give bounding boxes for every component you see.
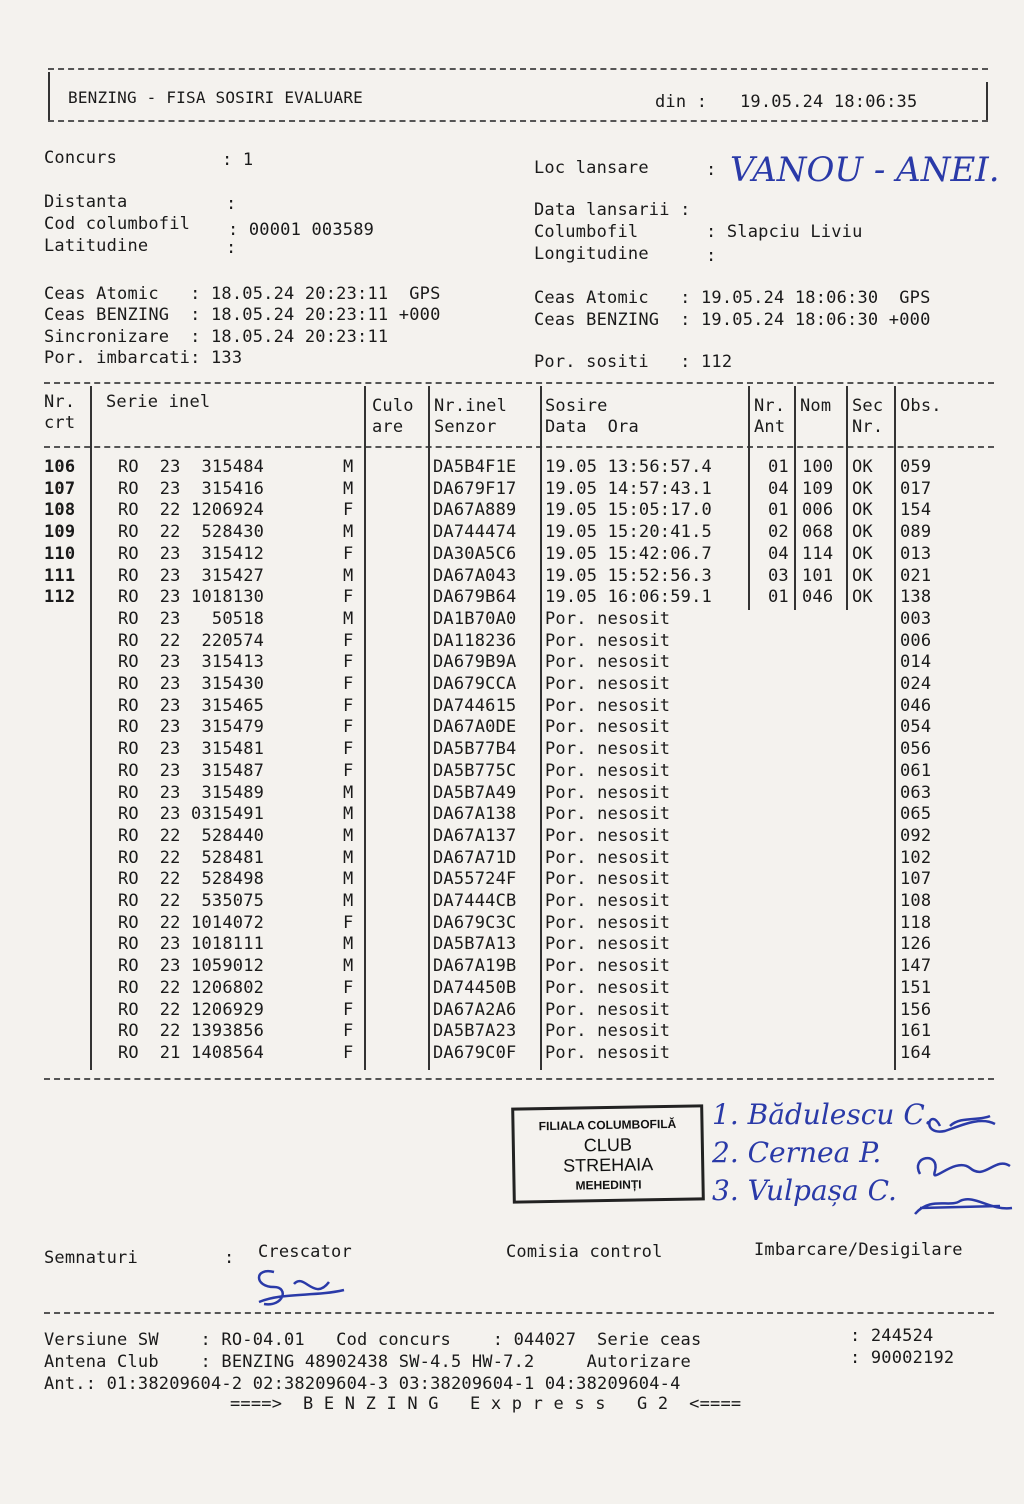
- cell-sex: F: [343, 1021, 354, 1041]
- cell-sosire: Por. nesosit: [545, 1021, 671, 1041]
- distanta-sep: :: [226, 194, 237, 214]
- imbarcare-desigilare-label: Imbarcare/Desigilare: [754, 1240, 963, 1260]
- cell-ant: 04: [768, 544, 789, 564]
- cell-sosire: Por. nesosit: [545, 978, 671, 998]
- club-stamp: [511, 1104, 705, 1203]
- cell-ant: 02: [768, 522, 789, 542]
- commission-member-2: 2. Cernea P.: [712, 1136, 882, 1169]
- cell-sex: M: [343, 804, 354, 824]
- cell-nr: 109: [44, 522, 76, 542]
- cell-serie-inel: RO 22 528481: [118, 848, 265, 868]
- versiune-sw: Versiune SW : RO-04.01 Cod concurs : 044027 Serie ceas: [44, 1330, 702, 1350]
- cell-sosire: Por. nesosit: [545, 674, 671, 694]
- sep-culoare: [428, 386, 430, 1070]
- cell-sosire: Por. nesosit: [545, 761, 671, 781]
- cell-sex: M: [343, 956, 354, 976]
- stamp-line-3: STREHAIA: [563, 1154, 654, 1176]
- cell-serie-inel: RO 23 315479: [118, 717, 265, 737]
- cell-sex: M: [343, 566, 354, 586]
- sep-nom: [846, 386, 848, 610]
- ceas-benzing-sosire: Ceas BENZING : 19.05.24 18:06:30 +000: [534, 310, 931, 330]
- cell-senzor: DA679B9A: [433, 652, 517, 672]
- cell-obs: 003: [900, 609, 932, 629]
- cell-sex: F: [343, 500, 354, 520]
- col-culoare-2: are: [372, 417, 404, 437]
- cell-sosire: Por. nesosit: [545, 869, 671, 889]
- cell-sosire: Por. nesosit: [545, 652, 671, 672]
- commission-member-3: 3. Vulpașa C.: [712, 1174, 897, 1207]
- cell-serie-inel: RO 23 1018111: [118, 934, 265, 954]
- col-nr-2: crt: [44, 413, 76, 433]
- cell-senzor: DA67A71D: [433, 848, 517, 868]
- cell-sosire: Por. nesosit: [545, 717, 671, 737]
- longitudine-sep: :: [706, 246, 717, 266]
- cell-sec: OK: [852, 566, 873, 586]
- col-obs: Obs.: [900, 396, 942, 416]
- cell-sex: F: [343, 631, 354, 651]
- cell-sex: F: [343, 696, 354, 716]
- cell-serie-inel: RO 22 1206924: [118, 500, 265, 520]
- cell-senzor: DA67A889: [433, 500, 517, 520]
- cell-nr: 106: [44, 457, 76, 477]
- cell-obs: 107: [900, 869, 932, 889]
- table-bottom-border: [44, 1078, 994, 1080]
- benzing-express-banner: ====> B E N Z I N G E x p r e s s G 2 <====: [230, 1394, 742, 1414]
- cell-sex: M: [343, 869, 354, 889]
- col-culoare-1: Culo: [372, 396, 414, 416]
- col-sosire-1: Sosire: [545, 396, 608, 416]
- cod-columbofil-label: Cod columbofil: [44, 214, 191, 234]
- cell-ant: 01: [768, 500, 789, 520]
- serie-ceas-value: : 244524: [850, 1326, 934, 1346]
- cell-sosire: Por. nesosit: [545, 804, 671, 824]
- cell-obs: 092: [900, 826, 932, 846]
- cell-sex: F: [343, 587, 354, 607]
- cell-serie-inel: RO 23 315430: [118, 674, 265, 694]
- cell-sosire: Por. nesosit: [545, 609, 671, 629]
- cell-senzor: DA5B775C: [433, 761, 517, 781]
- cell-obs: 108: [900, 891, 932, 911]
- cell-serie-inel: RO 23 315484: [118, 457, 265, 477]
- col-nr-1: Nr.: [44, 392, 76, 412]
- cell-serie-inel: RO 23 315487: [118, 761, 265, 781]
- cell-sex: F: [343, 739, 354, 759]
- cell-serie-inel: RO 21 1408564: [118, 1043, 265, 1063]
- antene-list: Ant.: 01:38209604-2 02:38209604-3 03:38209604-1 04:38209604-4: [44, 1374, 681, 1394]
- cell-obs: 161: [900, 1021, 932, 1041]
- cell-sosire: Por. nesosit: [545, 826, 671, 846]
- cell-obs: 154: [900, 500, 932, 520]
- cell-obs: 138: [900, 587, 932, 607]
- cell-nom: 068: [802, 522, 834, 542]
- cell-senzor: DA67A137: [433, 826, 517, 846]
- cell-senzor: DA679C3C: [433, 913, 517, 933]
- cell-obs: 014: [900, 652, 932, 672]
- cell-obs: 006: [900, 631, 932, 651]
- cell-sex: M: [343, 783, 354, 803]
- cell-nr: 112: [44, 587, 76, 607]
- ceas-atomic-lansare: Ceas Atomic : 18.05.24 20:23:11 GPS: [44, 284, 441, 304]
- cell-obs: 102: [900, 848, 932, 868]
- cell-ant: 01: [768, 587, 789, 607]
- col-sec-1: Sec: [852, 396, 884, 416]
- cell-senzor: DA7444CB: [433, 891, 517, 911]
- latitudine-label: Latitudine: [44, 236, 149, 256]
- cell-senzor: DA5B7A49: [433, 783, 517, 803]
- cell-serie-inel: RO 23 1059012: [118, 956, 265, 976]
- cell-sex: F: [343, 761, 354, 781]
- cell-serie-inel: RO 23 315465: [118, 696, 265, 716]
- columbofil-value: : Slapciu Liviu: [706, 222, 863, 242]
- cell-sosire: Por. nesosit: [545, 848, 671, 868]
- document-date: 19.05.24 18:06:35: [740, 92, 918, 112]
- cell-senzor: DA679B64: [433, 587, 517, 607]
- crescator-label: Crescator: [258, 1242, 352, 1262]
- cell-obs: 151: [900, 978, 932, 998]
- cell-sosire: Por. nesosit: [545, 891, 671, 911]
- cell-sex: F: [343, 652, 354, 672]
- cell-nom: 114: [802, 544, 834, 564]
- cell-nom: 006: [802, 500, 834, 520]
- cell-senzor: DA679F17: [433, 479, 517, 499]
- cell-obs: 061: [900, 761, 932, 781]
- cell-serie-inel: RO 22 528440: [118, 826, 265, 846]
- cell-ant: 03: [768, 566, 789, 586]
- col-nr-inel-2: Senzor: [434, 417, 497, 437]
- header-bottom-border: [48, 120, 988, 122]
- cell-sosire: Por. nesosit: [545, 631, 671, 651]
- footer-top-border: [44, 1312, 994, 1314]
- stamp-line-2: CLUB: [583, 1134, 633, 1156]
- cell-nom: 100: [802, 457, 834, 477]
- cell-senzor: DA67A19B: [433, 956, 517, 976]
- cell-senzor: DA5B7A23: [433, 1021, 517, 1041]
- sincronizare: Sincronizare : 18.05.24 20:23:11: [44, 327, 389, 347]
- cell-senzor: DA67A0DE: [433, 717, 517, 737]
- cell-serie-inel: RO 23 315481: [118, 739, 265, 759]
- cell-obs: 089: [900, 522, 932, 542]
- sep-senzor: [540, 386, 542, 1070]
- antena-club: Antena Club : BENZING 48902438 SW-4.5 HW-7.2 Autorizare: [44, 1352, 691, 1372]
- cell-senzor: DA5B7A13: [433, 934, 517, 954]
- concurs-value: : 1: [222, 150, 254, 170]
- data-lansarii-label: Data lansarii :: [534, 200, 691, 220]
- cell-sec: OK: [852, 479, 873, 499]
- cell-sex: F: [343, 913, 354, 933]
- cell-sex: F: [343, 717, 354, 737]
- col-ant-2: Ant: [754, 417, 786, 437]
- cell-nr: 108: [44, 500, 76, 520]
- cell-sosire: Por. nesosit: [545, 783, 671, 803]
- semnaturi-label: Semnaturi: [44, 1248, 138, 1268]
- cell-obs: 013: [900, 544, 932, 564]
- cell-sosire: Por. nesosit: [545, 956, 671, 976]
- semnaturi-sep: :: [224, 1248, 235, 1268]
- concurs-label: Concurs: [44, 148, 118, 168]
- cell-serie-inel: RO 22 1014072: [118, 913, 265, 933]
- cell-serie-inel: RO 22 535075: [118, 891, 265, 911]
- cell-sec: OK: [852, 500, 873, 520]
- cell-serie-inel: RO 22 528430: [118, 522, 265, 542]
- col-serie-inel: Serie inel: [106, 392, 211, 412]
- cell-sex: M: [343, 826, 354, 846]
- loc-lansare-handwritten: VANOU - ANEI.: [730, 150, 1000, 190]
- commission-member-1: 1. Bădulescu C.: [712, 1098, 933, 1131]
- cell-senzor: DA1B70A0: [433, 609, 517, 629]
- document-title: BENZING - FISA SOSIRI EVALUARE: [68, 88, 363, 107]
- cell-sosire: Por. nesosit: [545, 696, 671, 716]
- cell-obs: 046: [900, 696, 932, 716]
- stamp-line-4: MEHEDINȚI: [575, 1177, 642, 1193]
- header-left-border: [48, 72, 50, 120]
- col-sosire-2: Data Ora: [545, 417, 639, 437]
- autorizare-value: : 90002192: [850, 1348, 955, 1368]
- cell-sosire: 19.05 15:05:17.0: [545, 500, 712, 520]
- header-top-border: [48, 68, 988, 70]
- cell-sex: M: [343, 934, 354, 954]
- porumbei-imbarcati: Por. imbarcati: 133: [44, 348, 243, 368]
- cell-serie-inel: RO 22 220574: [118, 631, 265, 651]
- cell-sosire: Por. nesosit: [545, 1043, 671, 1063]
- cell-sex: F: [343, 674, 354, 694]
- cell-serie-inel: RO 22 1206802: [118, 978, 265, 998]
- latitudine-sep: :: [226, 238, 237, 258]
- cell-sosire: 19.05 15:20:41.5: [545, 522, 712, 542]
- commission-signatures: [900, 1096, 1020, 1226]
- sep-sosire: [748, 386, 750, 610]
- cell-senzor: DA5B77B4: [433, 739, 517, 759]
- ceas-atomic-sosire: Ceas Atomic : 19.05.24 18:06:30 GPS: [534, 288, 931, 308]
- table-top-border: [44, 382, 994, 384]
- cell-obs: 118: [900, 913, 932, 933]
- cell-nom: 109: [802, 479, 834, 499]
- document-date-label: din :: [655, 92, 708, 112]
- cell-ant: 04: [768, 479, 789, 499]
- cell-senzor: DA118236: [433, 631, 517, 651]
- cell-nom: 101: [802, 566, 834, 586]
- table-header-border: [44, 446, 994, 448]
- cell-obs: 056: [900, 739, 932, 759]
- cell-serie-inel: RO 22 528498: [118, 869, 265, 889]
- cell-obs: 021: [900, 566, 932, 586]
- loc-lansare-sep: :: [706, 160, 717, 180]
- cell-sosire: 19.05 15:52:56.3: [545, 566, 712, 586]
- cod-columbofil-value: : 00001 003589: [228, 220, 375, 240]
- sep-nr: [90, 386, 92, 1070]
- cell-sec: OK: [852, 544, 873, 564]
- cell-senzor: DA679CCA: [433, 674, 517, 694]
- cell-nr: 111: [44, 566, 76, 586]
- cell-sex: M: [343, 457, 354, 477]
- cell-senzor: DA67A043: [433, 566, 517, 586]
- porumbei-sositi: Por. sositi : 112: [534, 352, 733, 372]
- cell-senzor: DA30A5C6: [433, 544, 517, 564]
- comisia-control-label: Comisia control: [506, 1242, 663, 1262]
- cell-nom: 046: [802, 587, 834, 607]
- cell-serie-inel: RO 23 315427: [118, 566, 265, 586]
- cell-obs: 126: [900, 934, 932, 954]
- cell-senzor: DA679C0F: [433, 1043, 517, 1063]
- cell-serie-inel: RO 22 1393856: [118, 1021, 265, 1041]
- cell-sec: OK: [852, 522, 873, 542]
- cell-sex: F: [343, 1043, 354, 1063]
- cell-obs: 017: [900, 479, 932, 499]
- cell-sosire: 19.05 15:42:06.7: [545, 544, 712, 564]
- ceas-benzing-lansare: Ceas BENZING : 18.05.24 20:23:11 +000: [44, 305, 441, 325]
- cell-ant: 01: [768, 457, 789, 477]
- cell-obs: 059: [900, 457, 932, 477]
- cell-nr: 107: [44, 479, 76, 499]
- cell-sex: M: [343, 848, 354, 868]
- cell-serie-inel: RO 23 315489: [118, 783, 265, 803]
- cell-obs: 156: [900, 1000, 932, 1020]
- cell-senzor: DA55724F: [433, 869, 517, 889]
- cell-senzor: DA744474: [433, 522, 517, 542]
- col-ant-1: Nr.: [754, 396, 786, 416]
- cell-sex: M: [343, 522, 354, 542]
- cell-sosire: Por. nesosit: [545, 1000, 671, 1020]
- cell-obs: 063: [900, 783, 932, 803]
- cell-obs: 024: [900, 674, 932, 694]
- columbofil-label: Columbofil: [534, 222, 639, 242]
- cell-sex: M: [343, 891, 354, 911]
- cell-serie-inel: RO 22 1206929: [118, 1000, 265, 1020]
- sep-sex: [364, 386, 366, 1070]
- longitudine-label: Longitudine: [534, 244, 649, 264]
- loc-lansare-label: Loc lansare: [534, 158, 649, 178]
- cell-serie-inel: RO 23 50518: [118, 609, 265, 629]
- cell-sosire: Por. nesosit: [545, 739, 671, 759]
- cell-sosire: Por. nesosit: [545, 913, 671, 933]
- cell-nr: 110: [44, 544, 76, 564]
- cell-sosire: Por. nesosit: [545, 934, 671, 954]
- cell-sec: OK: [852, 587, 873, 607]
- cell-senzor: DA74450B: [433, 978, 517, 998]
- cell-sex: F: [343, 544, 354, 564]
- cell-senzor: DA744615: [433, 696, 517, 716]
- cell-sex: F: [343, 1000, 354, 1020]
- cell-sec: OK: [852, 457, 873, 477]
- cell-sosire: 19.05 16:06:59.1: [545, 587, 712, 607]
- cell-serie-inel: RO 23 0315491: [118, 804, 265, 824]
- sep-sec: [894, 386, 896, 1070]
- distanta-label: Distanta: [44, 192, 128, 212]
- cell-obs: 054: [900, 717, 932, 737]
- sep-ant: [794, 386, 796, 610]
- cell-obs: 147: [900, 956, 932, 976]
- cell-sex: M: [343, 609, 354, 629]
- cell-senzor: DA67A2A6: [433, 1000, 517, 1020]
- cell-sex: F: [343, 978, 354, 998]
- cell-obs: 164: [900, 1043, 932, 1063]
- cell-sex: M: [343, 479, 354, 499]
- cell-sosire: 19.05 13:56:57.4: [545, 457, 712, 477]
- cell-senzor: DA67A138: [433, 804, 517, 824]
- cell-serie-inel: RO 23 315413: [118, 652, 265, 672]
- cell-serie-inel: RO 23 315416: [118, 479, 265, 499]
- cell-obs: 065: [900, 804, 932, 824]
- cell-serie-inel: RO 23 1018130: [118, 587, 265, 607]
- header-right-border: [986, 82, 988, 122]
- col-nr-inel-1: Nr.inel: [434, 396, 508, 416]
- cell-senzor: DA5B4F1E: [433, 457, 517, 477]
- cell-serie-inel: RO 23 315412: [118, 544, 265, 564]
- col-nom: Nom: [800, 396, 832, 416]
- stamp-line-1: FILIALA COLUMBOFILĂ: [538, 1116, 677, 1134]
- cell-sosire: 19.05 14:57:43.1: [545, 479, 712, 499]
- col-sec-2: Nr.: [852, 417, 884, 437]
